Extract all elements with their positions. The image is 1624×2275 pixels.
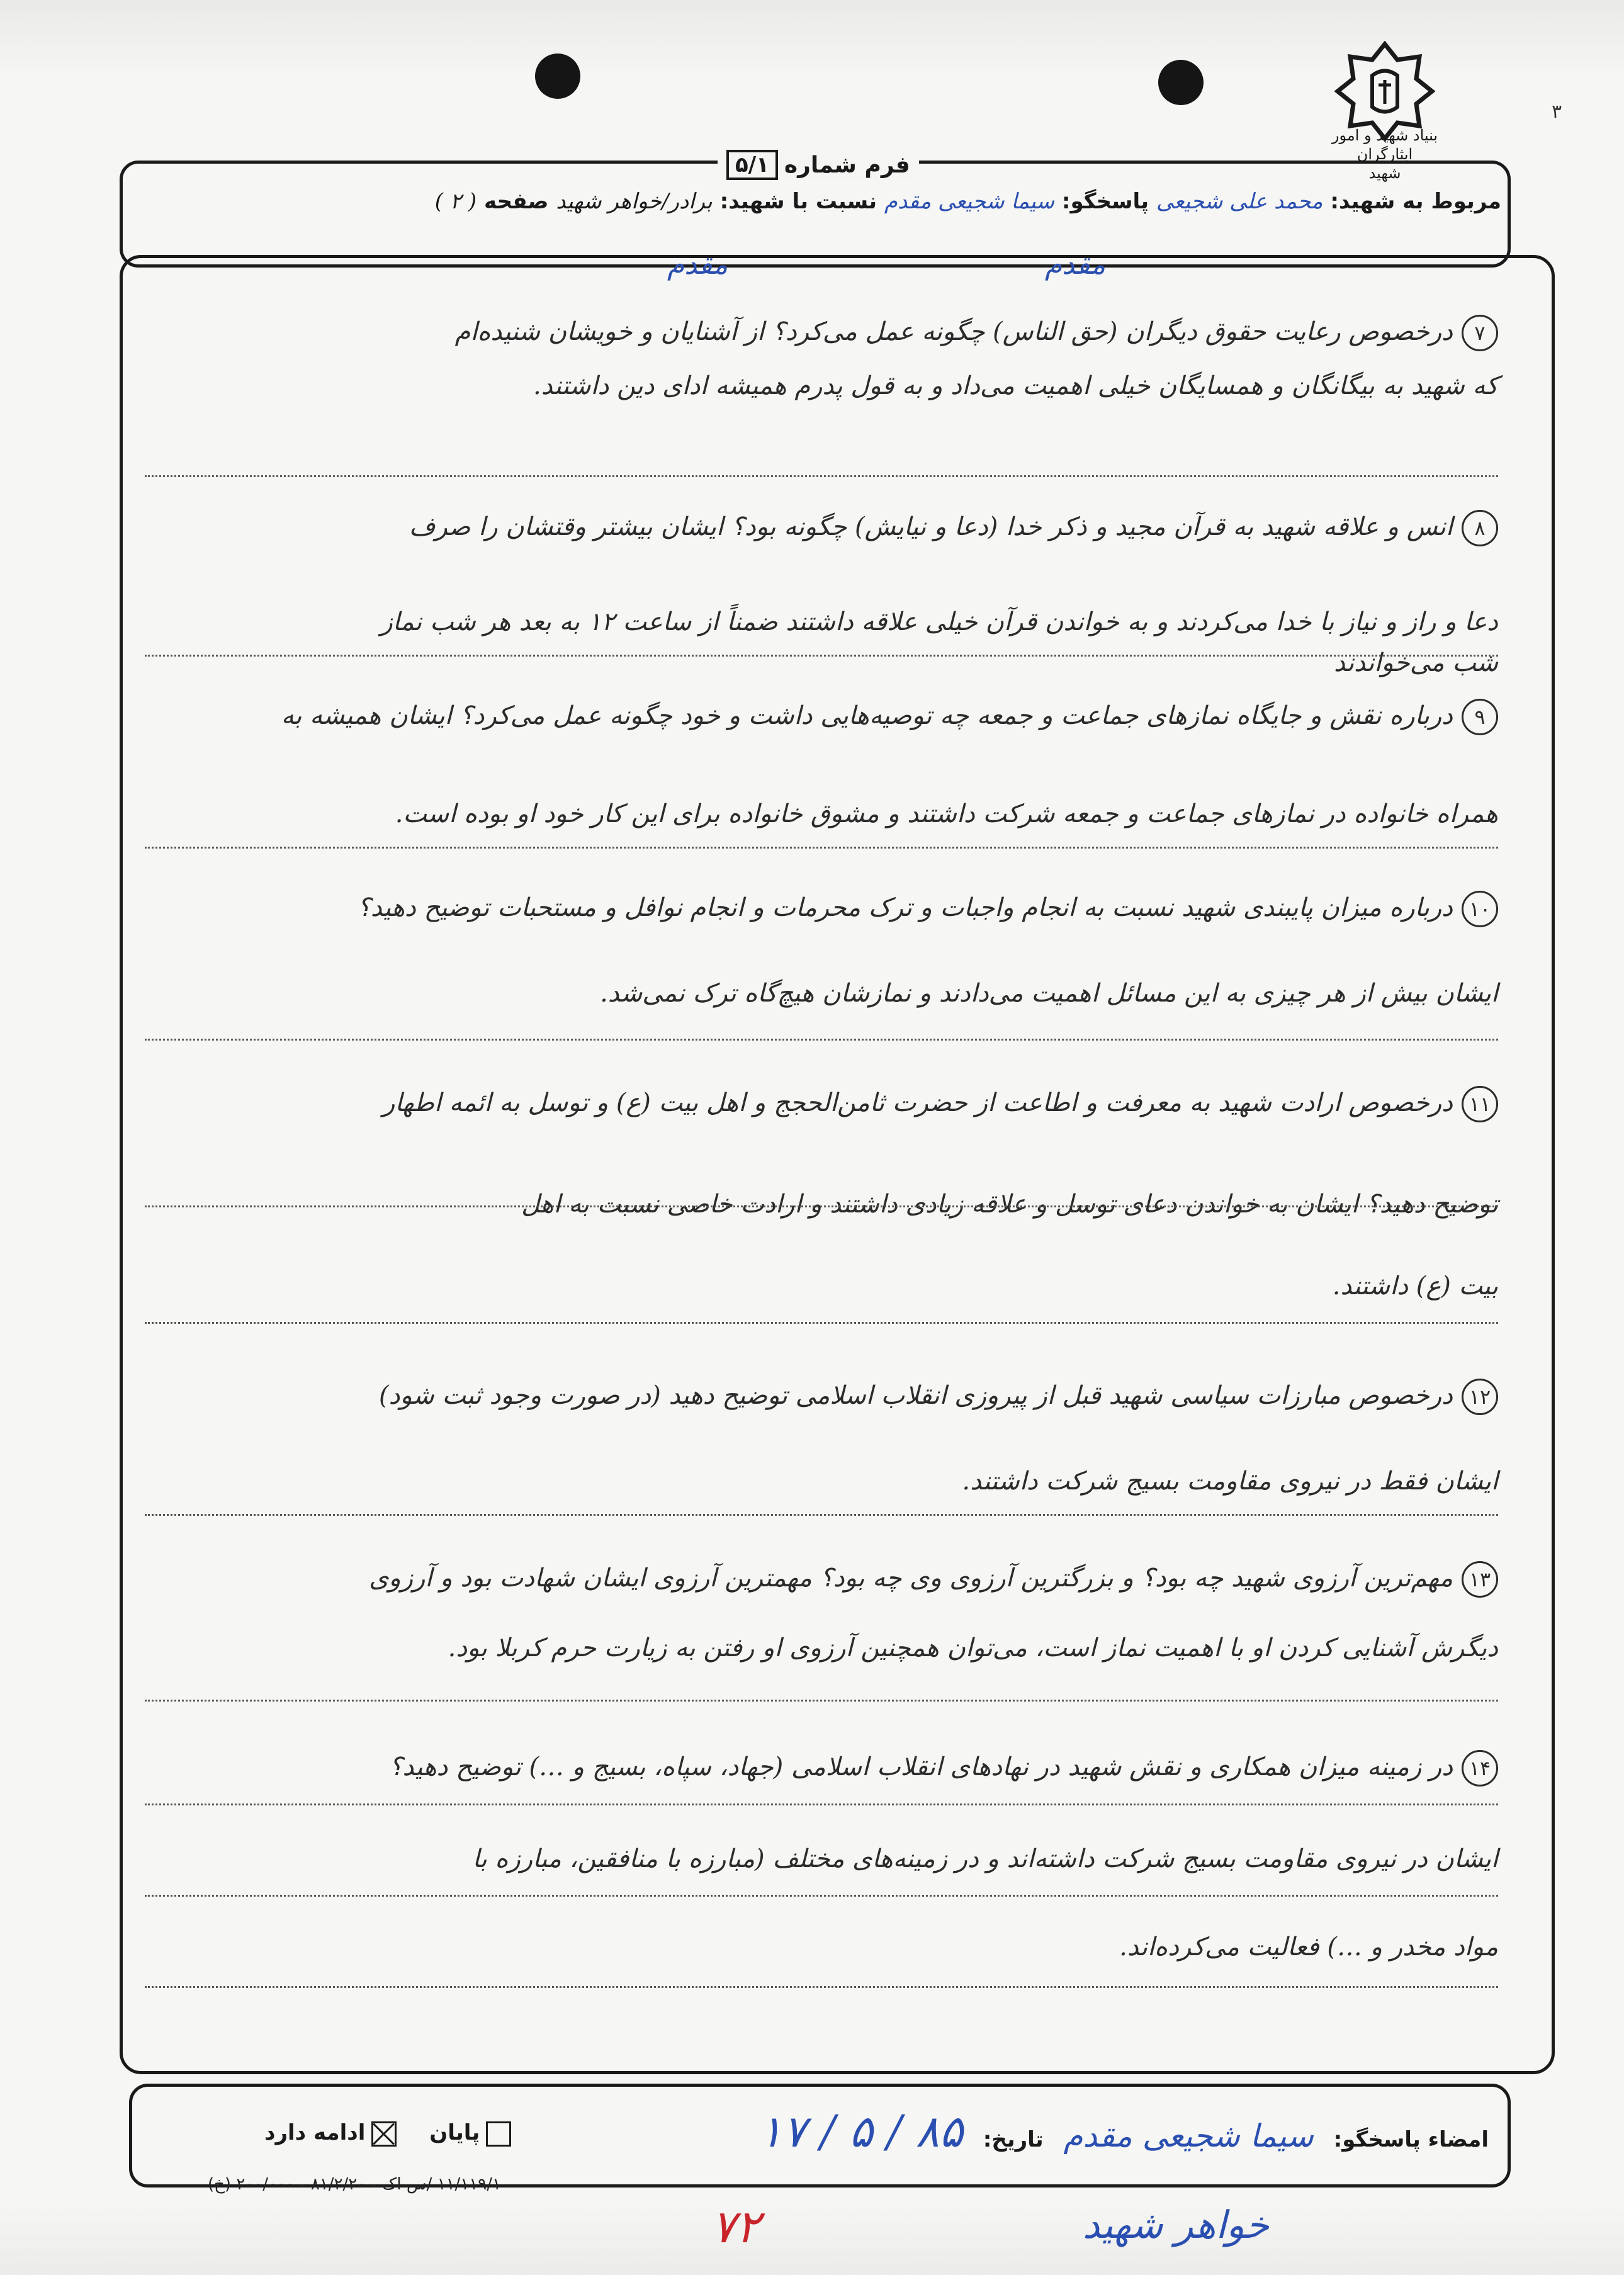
question-9 xyxy=(145,680,1498,862)
question-line: درباره نقش و جایگاه نمازهای جماعت و جمعه چه توصیه‌هایی داشت و خود چگونه عمل می‌کرد؟ ایشان همیشه به xyxy=(281,701,1453,730)
question-line: در زمینه میزان همکاری و نقش شهید در نهادهای انقلاب اسلامی (جهاد، سپاه، بسیج و …) توضیح دهید؟ xyxy=(389,1753,1453,1781)
question-line: انس و علاقه شهید به قرآن مجید و ذکر خدا (دعا و نیایش) چگونه بود؟ ایشان بیشتر وقتشان را صرف xyxy=(409,512,1453,541)
question-number: ۹ xyxy=(1462,699,1498,735)
question-14 xyxy=(145,1737,1498,2014)
question-line: ایشان فقط در نیروی مقاومت بسیج شرکت داشتند. xyxy=(962,1467,1498,1496)
relation-label: نسبت با شهید: xyxy=(719,189,877,214)
print-code: ۱۱/۱۱۹/۱ /س اک - ۸۱/۲/۲۰ - ۲۰۰/۰۰۰ (خ) xyxy=(208,2175,501,2194)
question-number: ۱۴ xyxy=(1462,1750,1498,1787)
page-value: ( ۲ ) xyxy=(434,189,477,214)
ruled-line xyxy=(145,1039,1498,1041)
ruled-line xyxy=(145,1804,1498,1805)
question-line: بیت (ع) داشتند. xyxy=(1332,1272,1498,1301)
question-line: درخصوص رعایت حقوق دیگران (حق الناس) چگونه عمل می‌کرد؟ از آشنایان و خویشان شنیده‌ام xyxy=(454,317,1453,346)
question-number: ۷ xyxy=(1462,315,1498,351)
date-value: ۸۵ / ۵ / ۱۷ xyxy=(758,2106,963,2157)
ruled-line xyxy=(145,1514,1498,1516)
organization-name: بنیاد شهید و امور ایثارگران شهید xyxy=(1331,127,1438,182)
ruled-line xyxy=(145,1205,1498,1207)
ruled-line xyxy=(145,1700,1498,1702)
question-10 xyxy=(145,872,1498,1054)
ruled-line xyxy=(145,1895,1498,1897)
martyr-label: مربوط به شهید: xyxy=(1330,189,1501,214)
question-12 xyxy=(145,1360,1498,1523)
signature-name: سیما شجیعی مقدم xyxy=(1063,2118,1314,2154)
date-label: تاریخ: xyxy=(983,2127,1044,2152)
question-line: ایشان در نیروی مقاومت بسیج شرکت داشته‌اند و در زمینه‌های مختلف (مبارزه با منافقین، مبارزه با xyxy=(472,1844,1498,1873)
margin-mark: ۳ xyxy=(1552,101,1562,123)
header-info-row xyxy=(435,189,1501,214)
page-label: صفحه xyxy=(483,189,549,214)
question-line: درخصوص مبارزات سیاسی شهید قبل از پیروزی انقلاب اسلامی توضیح دهید (در صورت وجود ثبت شود) xyxy=(379,1381,1453,1410)
ruled-line xyxy=(145,847,1498,849)
red-page-number: ۷۲ xyxy=(711,2200,760,2253)
question-number: ۸ xyxy=(1462,510,1498,546)
punch-hole-right xyxy=(1158,60,1204,105)
question-line: که شهید به بیگانگان و همسایگان خیلی اهمیت می‌داد و به قول پدرم همیشه ادای دین داشتند. xyxy=(533,371,1498,400)
question-line: توضیح دهید؟ ایشان به خواندن دعای توسل و علاقه زیادی داشتند و ارادت خاصی نسبت به اهل xyxy=(521,1190,1498,1219)
ruled-line xyxy=(145,1986,1498,1988)
form-number: ۵/۱ xyxy=(726,150,778,180)
respondent-label: پاسخگو: xyxy=(1061,189,1149,214)
question-number: ۱۳ xyxy=(1462,1561,1498,1598)
question-line: مواد مخدر و …) فعالیت می‌کرده‌اند. xyxy=(1119,1933,1498,1962)
question-line: همراه خانواده در نمازهای جماعت و جمعه شرکت داشتند و مشوق خانواده برای این کار خود او بوده است. xyxy=(395,799,1498,828)
martyr-name: محمد علی شجیعی xyxy=(1156,189,1323,214)
continue-checkbox[interactable] xyxy=(371,2121,397,2147)
question-11 xyxy=(145,1070,1498,1335)
form-title: فرم شماره ۵/۱ xyxy=(718,150,919,180)
question-line: درخصوص ارادت شهید به معرفت و اطاعت از حضرت ثامن‌الحجج و اهل بیت (ع) و توسل به ائمه اطهار xyxy=(383,1088,1453,1117)
handwritten-extra-2: مقدم xyxy=(1045,249,1106,281)
question-line: شب می‌خواندند xyxy=(1333,648,1498,677)
question-line: ایشان بیش از هر چیزی به این مسائل اهمیت می‌دادند و نمازشان هیچ‌گاه ترک نمی‌شد. xyxy=(600,979,1498,1008)
signature-label: امضاء پاسخگو: xyxy=(1333,2127,1489,2152)
respondent-name: سیما شجیعی مقدم xyxy=(884,189,1055,214)
relation-value: برادر/خواهر شهید xyxy=(556,189,713,214)
question-line: درباره میزان پایبندی شهید نسبت به انجام واجبات و ترک محرمات و انجام نوافل و مستحبات توضیح دهید؟ xyxy=(357,893,1453,922)
end-option[interactable]: پایان xyxy=(429,2120,511,2145)
question-8 xyxy=(145,497,1498,686)
ruled-line xyxy=(145,1322,1498,1324)
handwritten-relation: خواهر شهید xyxy=(1083,2203,1270,2247)
question-13 xyxy=(145,1549,1498,1712)
ruled-line xyxy=(145,475,1498,477)
end-checkbox[interactable] xyxy=(486,2121,511,2147)
continue-option[interactable]: ادامه دارد xyxy=(264,2120,397,2145)
question-number: ۱۱ xyxy=(1462,1086,1498,1122)
question-line: مهم‌ترین آرزوی شهید چه بود؟ و بزرگترین آرزوی وی چه بود؟ مهمترین آرزوی ایشان شهادت بود و آرزوی xyxy=(369,1564,1453,1593)
handwritten-extra-1: مقدم xyxy=(667,249,728,281)
question-7 xyxy=(145,302,1498,485)
question-number: ۱۲ xyxy=(1462,1379,1498,1415)
question-line: دعا و راز و نیاز با خدا می‌کردند و به خواندن قرآن خیلی علاقه داشتند ضمناً از ساعت ۱۲ به بعد هر شب نماز xyxy=(380,607,1498,636)
ruled-line xyxy=(145,655,1498,657)
signature-row xyxy=(759,2106,1489,2157)
question-line: دیگرش آشنایی کردن او با اهمیت نماز است، می‌توان همچنین آرزوی او رفتن به زیارت حرم کربلا بود. xyxy=(448,1634,1498,1662)
question-number: ۱۰ xyxy=(1462,891,1498,927)
punch-hole-left xyxy=(535,54,580,99)
status-options xyxy=(264,2120,511,2147)
